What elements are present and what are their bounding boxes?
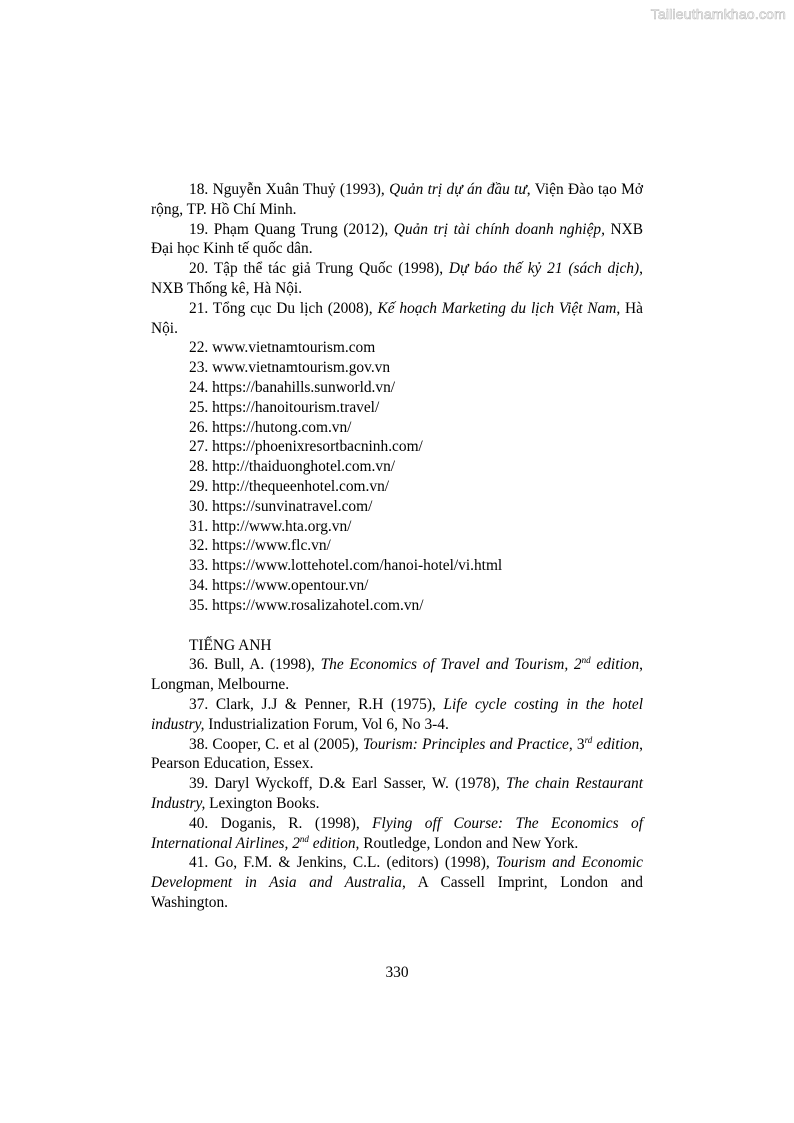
reference-url-23: 23. www.vietnamtourism.gov.vn [189,359,391,377]
reference-39: 39. Daryl Wyckoff, D.& Earl Sasser, W. (1978), The chain Restaurant Industry, Lexington Books. [151,775,643,812]
watermark: Tailieuthamkhao.com [650,6,786,22]
reference-40: 40. Doganis, R. (1998), Flying off Course: The Economics of International Airlines, 2nd edition, Routledge, London and New York. [151,814,643,852]
reference-url-35: 35. https://www.rosalizahotel.com.vn/ [189,596,424,614]
reference-url-33: 33. https://www.lottehotel.com/hanoi-hotel/vi.html [189,557,503,575]
reference-url-27: 27. https://phoenixresortbacninh.com/ [189,438,423,456]
section-heading-english: TIẾNG ANH [189,636,272,654]
reference-url-26: 26. https://hutong.com.vn/ [189,418,352,436]
reference-url-31: 31. http://www.hta.org.vn/ [189,517,352,535]
reference-url-32: 32. https://www.flc.vn/ [189,537,331,555]
reference-url-22: 22. www.vietnamtourism.com [189,339,376,357]
reference-19: 19. Phạm Quang Trung (2012), Quản trị tài chính doanh nghiệp, NXB Đại học Kinh tế quốc dân. [151,220,644,258]
reference-37: 37. Clark, J.J & Penner, R.H (1975), Life cycle costing in the hotel industry, Industrialization Forum, Vol 6, No 3-4. [151,695,643,733]
reference-url-34: 34. https://www.opentour.vn/ [189,576,369,594]
page-number: 330 [385,964,409,981]
reference-url-28: 28. http://thaiduonghotel.com.vn/ [189,458,396,476]
reference-url-25: 25. https://hanoitourism.travel/ [189,398,380,416]
reference-41: 41. Go, F.M. & Jenkins, C.L. (editors) (1998), Tourism and Economic Development in Asia and Australia, A Cassell Imprint, London and Washington. [151,854,643,911]
reference-21: 21. Tổng cục Du lịch (2008), Kế hoạch Marketing du lịch Việt Nam, Hà Nội. [151,299,643,337]
reference-38: 38. Cooper, C. et al (2005), Tourism: Principles and Practice, 3rd edition, Pearson Education, Essex. [151,734,643,773]
reference-18: 18. Nguyễn Xuân Thuỷ (1993), Quản trị dự án đầu tư, Viện Đào tạo Mở rộng, TP. Hồ Chí Minh. [151,181,643,218]
reference-url-24: 24. https://banahills.sunworld.vn/ [189,378,396,396]
reference-20: 20. Tập thể tác giả Trung Quốc (1998), Dự báo thế kỷ 21 (sách dịch), NXB Thống kê, Hà Nội. [151,260,643,297]
reference-url-30: 30. https://sunvinatravel.com/ [189,497,373,515]
reference-url-29: 29. http://thequeenhotel.com.vn/ [189,477,390,495]
reference-list [151,180,643,913]
reference-36: 36. Bull, A. (1998), The Economics of Travel and Tourism, 2nd edition, Longman, Melbourne. [151,655,644,694]
